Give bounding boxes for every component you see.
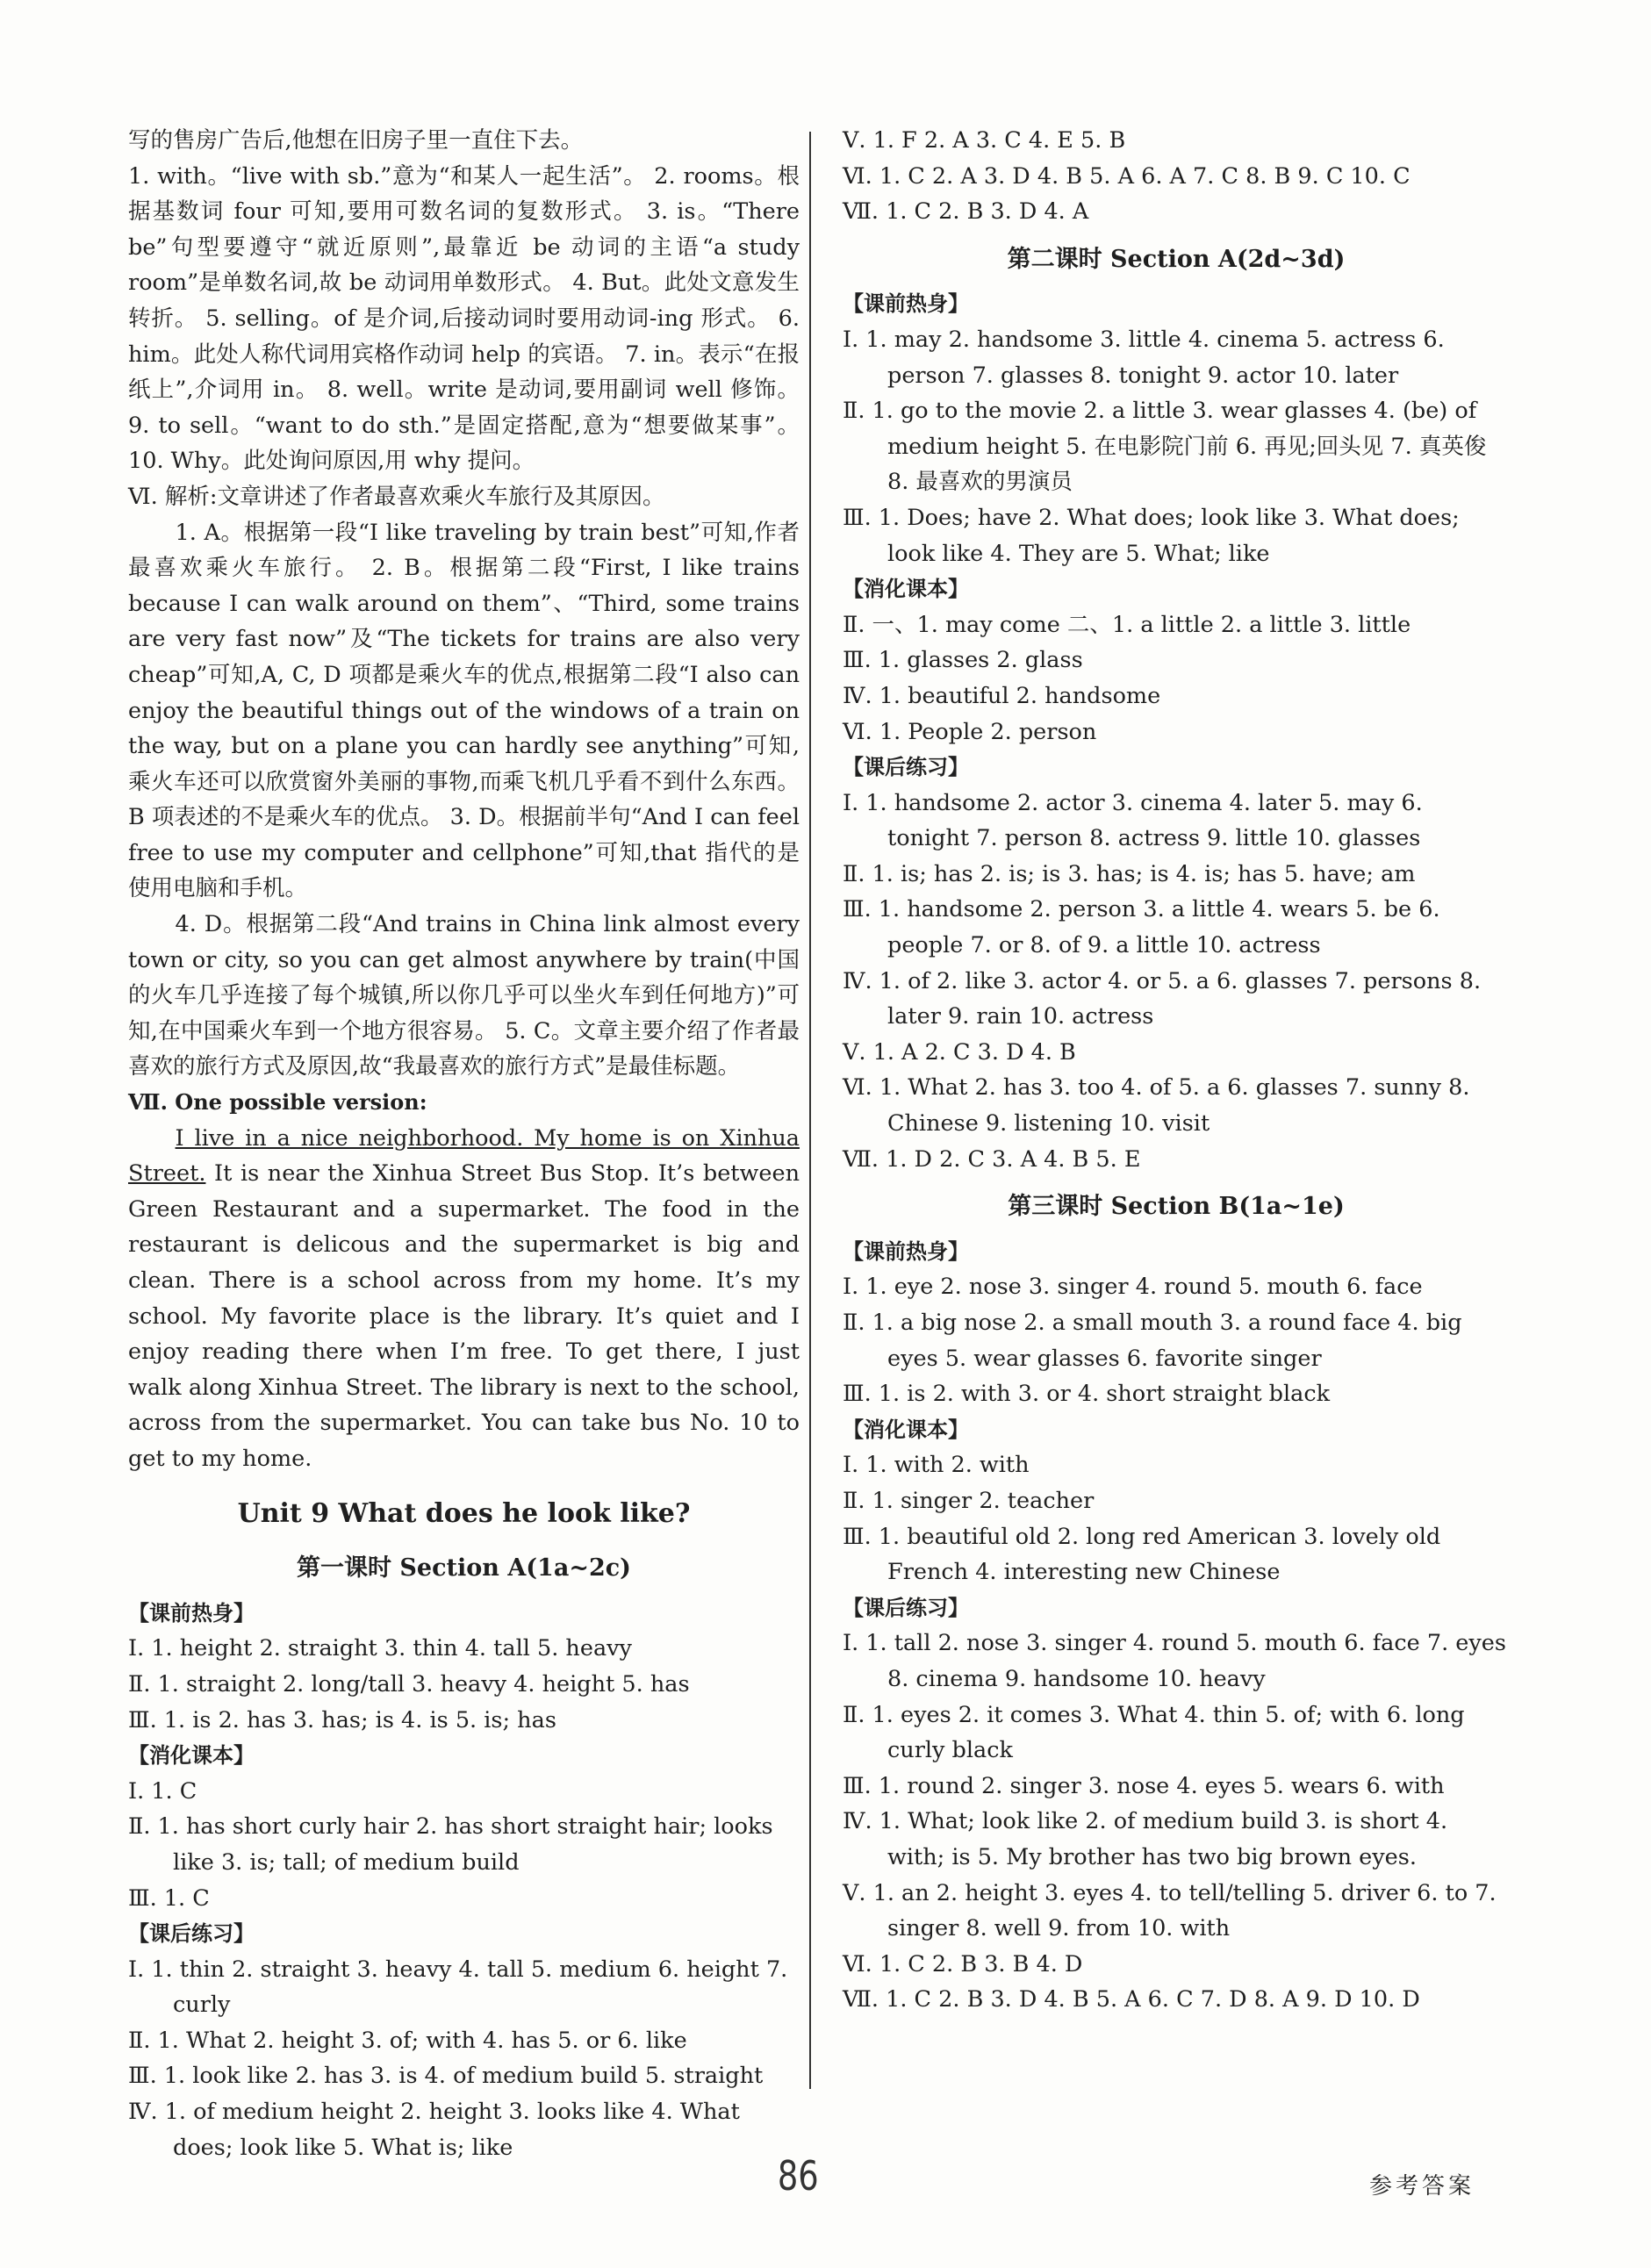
section-vi-paragraph: 4. D。根据第二段“And trains in China link almost every town or city, so you can get almost anywhere by train(中国的火车几乎连接了每个城镇,所以你几乎可以坐火车到任何地方)”可知,在中国乘火车到一个地方很容易。 5. C。文章主要介绍了作者最喜欢的旅行方式及原因,故“我最喜欢的旅行方式”是最佳标题。 bbox=[128, 911, 800, 1080]
answer-item: Ⅵ. 1. C 2. A 3. D 4. B 5. A 6. A 7. C 8. B 9. C 10. C bbox=[843, 162, 1411, 190]
answer-item: Ⅱ. 1. has short curly hair 2. has short straight hair; looks like 3. is; tall; of medium build bbox=[128, 1813, 773, 1876]
answer-item: Ⅲ. 1. is 2. with 3. or 4. short straight black bbox=[843, 1381, 1331, 1408]
answer-item: Ⅰ. 1. thin 2. straight 3. heavy 4. tall 5. medium 6. height 7. curly bbox=[128, 1956, 788, 2019]
answer-item: Ⅶ. 1. D 2. C 3. A 4. B 5. E bbox=[843, 1145, 1141, 1173]
digest-label: 【消化课本】 bbox=[843, 577, 969, 602]
answer-item: Ⅰ. 1. eye 2. nose 3. singer 4. round 5. mouth 6. face bbox=[843, 1274, 1423, 1301]
lesson-title: 第三课时 Section B(1a~1e) bbox=[1008, 1193, 1345, 1221]
essay-first-sentence: I live in a nice neighborhood. My home is on Xinhua Street. bbox=[128, 1124, 800, 1188]
section-vii-label: Ⅶ. One possible version: bbox=[128, 1089, 427, 1116]
answer-item: Ⅰ. 1. height 2. straight 3. thin 4. tall 5. heavy bbox=[128, 1635, 632, 1662]
lesson-title: 第二课时 Section A(2d~3d) bbox=[1007, 245, 1346, 273]
answer-item: Ⅶ. 1. C 2. B 3. D 4. B 5. A 6. C 7. D 8. A 9. D 10. D bbox=[843, 1986, 1420, 2013]
lesson-title: 第一课时 Section A(1a~2c) bbox=[297, 1554, 631, 1583]
essay bbox=[128, 1121, 800, 1477]
answer-item: Ⅲ. 1. is 2. has 3. has; is 4. is 5. is; has bbox=[128, 1706, 556, 1733]
answer-item: Ⅱ. 1. singer 2. teacher bbox=[843, 1487, 1095, 1514]
answer-item: Ⅶ. 1. C 2. B 3. D 4. A bbox=[843, 198, 1089, 226]
section-vi-intro: Ⅵ. 解析:文章讲述了作者最喜欢乘火车旅行及其原因。 bbox=[128, 483, 665, 510]
answer-item: Ⅳ. 1. What; look like 2. of medium build 3. is short 4. with; is 5. My brother has two big brown eyes. bbox=[843, 1808, 1448, 1870]
column-divider bbox=[809, 132, 811, 2089]
answer-item: Ⅱ. 一、1. may come 二、1. a little 2. a little 3. little bbox=[843, 611, 1411, 638]
answer-item: Ⅰ. 1. tall 2. nose 3. singer 4. round 5. mouth 6. face 7. eyes 8. cinema 9. handsome 10. heavy bbox=[843, 1630, 1506, 1692]
answer-item: Ⅳ. 1. beautiful 2. handsome bbox=[843, 682, 1161, 709]
answer-item: Ⅵ. 1. C 2. B 3. B 4. D bbox=[843, 1950, 1083, 1977]
answer-item: Ⅱ. 1. straight 2. long/tall 3. heavy 4. height 5. has bbox=[128, 1670, 690, 1697]
digest-label: 【消化课本】 bbox=[843, 1417, 969, 1442]
page-number: 86 bbox=[777, 2152, 819, 2200]
answer-item: Ⅲ. 1. C bbox=[128, 1884, 210, 1912]
answer-item: Ⅵ. 1. People 2. person bbox=[843, 718, 1097, 745]
practice-label: 【课后练习】 bbox=[843, 1595, 969, 1620]
answer-item: Ⅲ. 1. beautiful old 2. long red American 3. lovely old French 4. interesting new Chinese bbox=[843, 1523, 1441, 1586]
answer-item: Ⅱ. 1. a big nose 2. a small mouth 3. a round face 4. big eyes 5. wear glasses 6. favorite singer bbox=[843, 1310, 1462, 1372]
answer-item: Ⅰ. 1. handsome 2. actor 3. cinema 4. later 5. may 6. tonight 7. person 8. actress 9. little 10. glasses bbox=[843, 789, 1423, 852]
answer-item: Ⅲ. 1. glasses 2. glass bbox=[843, 647, 1083, 674]
answer-item: Ⅱ. 1. What 2. height 3. of; with 4. has 5. or 6. like bbox=[128, 2027, 687, 2054]
answer-item: Ⅱ. 1. is; has 2. is; is 3. has; is 4. is; has 5. have; am bbox=[843, 860, 1416, 887]
answer-item: Ⅰ. 1. with 2. with bbox=[843, 1452, 1030, 1479]
right-column bbox=[843, 123, 1510, 2018]
answer-item: Ⅰ. 1. C bbox=[128, 1777, 197, 1805]
answer-item: Ⅳ. 1. of medium height 2. height 3. looks like 4. What does; look like 5. What is; like bbox=[128, 2099, 740, 2161]
answer-item: Ⅱ. 1. go to the movie 2. a little 3. wear glasses 4. (be) of medium height 5. 在电影院门前 6. 再见;回头见 7. 真英俊 8. 最喜欢的男演员 bbox=[843, 398, 1487, 496]
answer-paragraph: 1. with。“live with sb.”意为“和某人一起生活”。 2. rooms。根据基数词 four 可知,要用可数名词的复数形式。 3. is。“There be”句型要遵守“就近原则”,最靠近 be 动词的主语“a study room”是单数名词,故 be 动词用单数形式。 4. But。此处文意发生转折。 5. selling。of 是介词,后接动词时要用动词-ing 形式。 6. him。此处人称代词用宾格作动词 help 的宾语。 7. in。表示“在报纸上”,介词用 in。 8. well。write 是动词,要用副词 well 修饰。 9. to sell。“want to do sth.”是固定搭配,意为“想要做某事”。 10. Why。此处询问原因,用 why 提问。 bbox=[128, 162, 800, 475]
intro-line: 写的售房广告后,他想在旧房子里一直住下去。 bbox=[128, 127, 584, 154]
answer-item: Ⅴ. 1. A 2. C 3. D 4. B bbox=[843, 1038, 1076, 1066]
left-column bbox=[128, 123, 800, 2165]
warmup-label: 【课前热身】 bbox=[128, 1600, 255, 1626]
answer-item: Ⅰ. 1. may 2. handsome 3. little 4. cinema 5. actress 6. person 7. glasses 8. tonight 9. actor 10. later bbox=[843, 326, 1445, 389]
unit-title: Unit 9 What does he look like? bbox=[237, 1497, 691, 1529]
answer-item: Ⅲ. 1. look like 2. has 3. is 4. of medium build 5. straight bbox=[128, 2063, 764, 2090]
answer-item: Ⅱ. 1. eyes 2. it comes 3. What 4. thin 5. of; with 6. long curly black bbox=[843, 1701, 1465, 1764]
section-vi-paragraph: 1. A。根据第一段“I like traveling by train best”可知,作者最喜欢乘火车旅行。 2. B。根据第二段“First, I like trains because I can walk around on them”、“Third, some trains are very fast now”及“The tickets for trains are also very cheap”可知,A, C, D 项都是乘火车的优点,根据第二段“I also can enjoy the beautiful things out of the windows of a train on the way, but on a plane you can hardly see anything”可知,乘火车还可以欣赏窗外美丽的事物,而乘飞机几乎看不到什么东西。B 项表述的不是乘火车的优点。 3. D。根据前半句“And I can feel free to use my computer and cellphone”可知,that 指代的是使用电脑和手机。 bbox=[128, 519, 800, 902]
digest-label: 【消化课本】 bbox=[128, 1743, 255, 1769]
answer-item: Ⅲ. 1. round 2. singer 3. nose 4. eyes 5. wears 6. with bbox=[843, 1772, 1445, 1799]
answer-item: Ⅵ. 1. What 2. has 3. too 4. of 5. a 6. glasses 7. sunny 8. Chinese 9. listening 10. visit bbox=[843, 1074, 1470, 1138]
answer-item: Ⅲ. 1. Does; have 2. What does; look like 3. What does; look like 4. They are 5. What; like bbox=[843, 504, 1460, 567]
answer-item: Ⅲ. 1. handsome 2. person 3. a little 4. wears 5. be 6. people 7. or 8. of 9. a little 10. actress bbox=[843, 896, 1440, 959]
footer-label: 参考答案 bbox=[1369, 2173, 1475, 2200]
practice-label: 【课后练习】 bbox=[843, 755, 969, 780]
warmup-label: 【课前热身】 bbox=[843, 1238, 969, 1264]
practice-label: 【课后练习】 bbox=[128, 1921, 255, 1947]
answer-item: Ⅳ. 1. of 2. like 3. actor 4. or 5. a 6. glasses 7. persons 8. later 9. rain 10. actress bbox=[843, 967, 1482, 1030]
warmup-label: 【课前热身】 bbox=[843, 291, 969, 317]
answer-item: Ⅴ. 1. an 2. height 3. eyes 4. to tell/telling 5. driver 6. to 7. singer 8. well 9. from 10. with bbox=[843, 1879, 1497, 1942]
essay-body: It is near the Xinhua Street Bus Stop. It’s between Green Restaurant and a supermarket. The food in the restaurant is delicous and the supermarket is big and clean. There is a school across from my home. It’s my school. My favorite place is the library. It’s quiet and I enjoy reading there when I’m free. To get there, I just walk along Xinhua Street. The library is next to the school, across from the supermarket. You can take bus No. 10 to get to my home. bbox=[128, 1160, 800, 1472]
answer-item: Ⅴ. 1. F 2. A 3. C 4. E 5. B bbox=[843, 127, 1126, 154]
